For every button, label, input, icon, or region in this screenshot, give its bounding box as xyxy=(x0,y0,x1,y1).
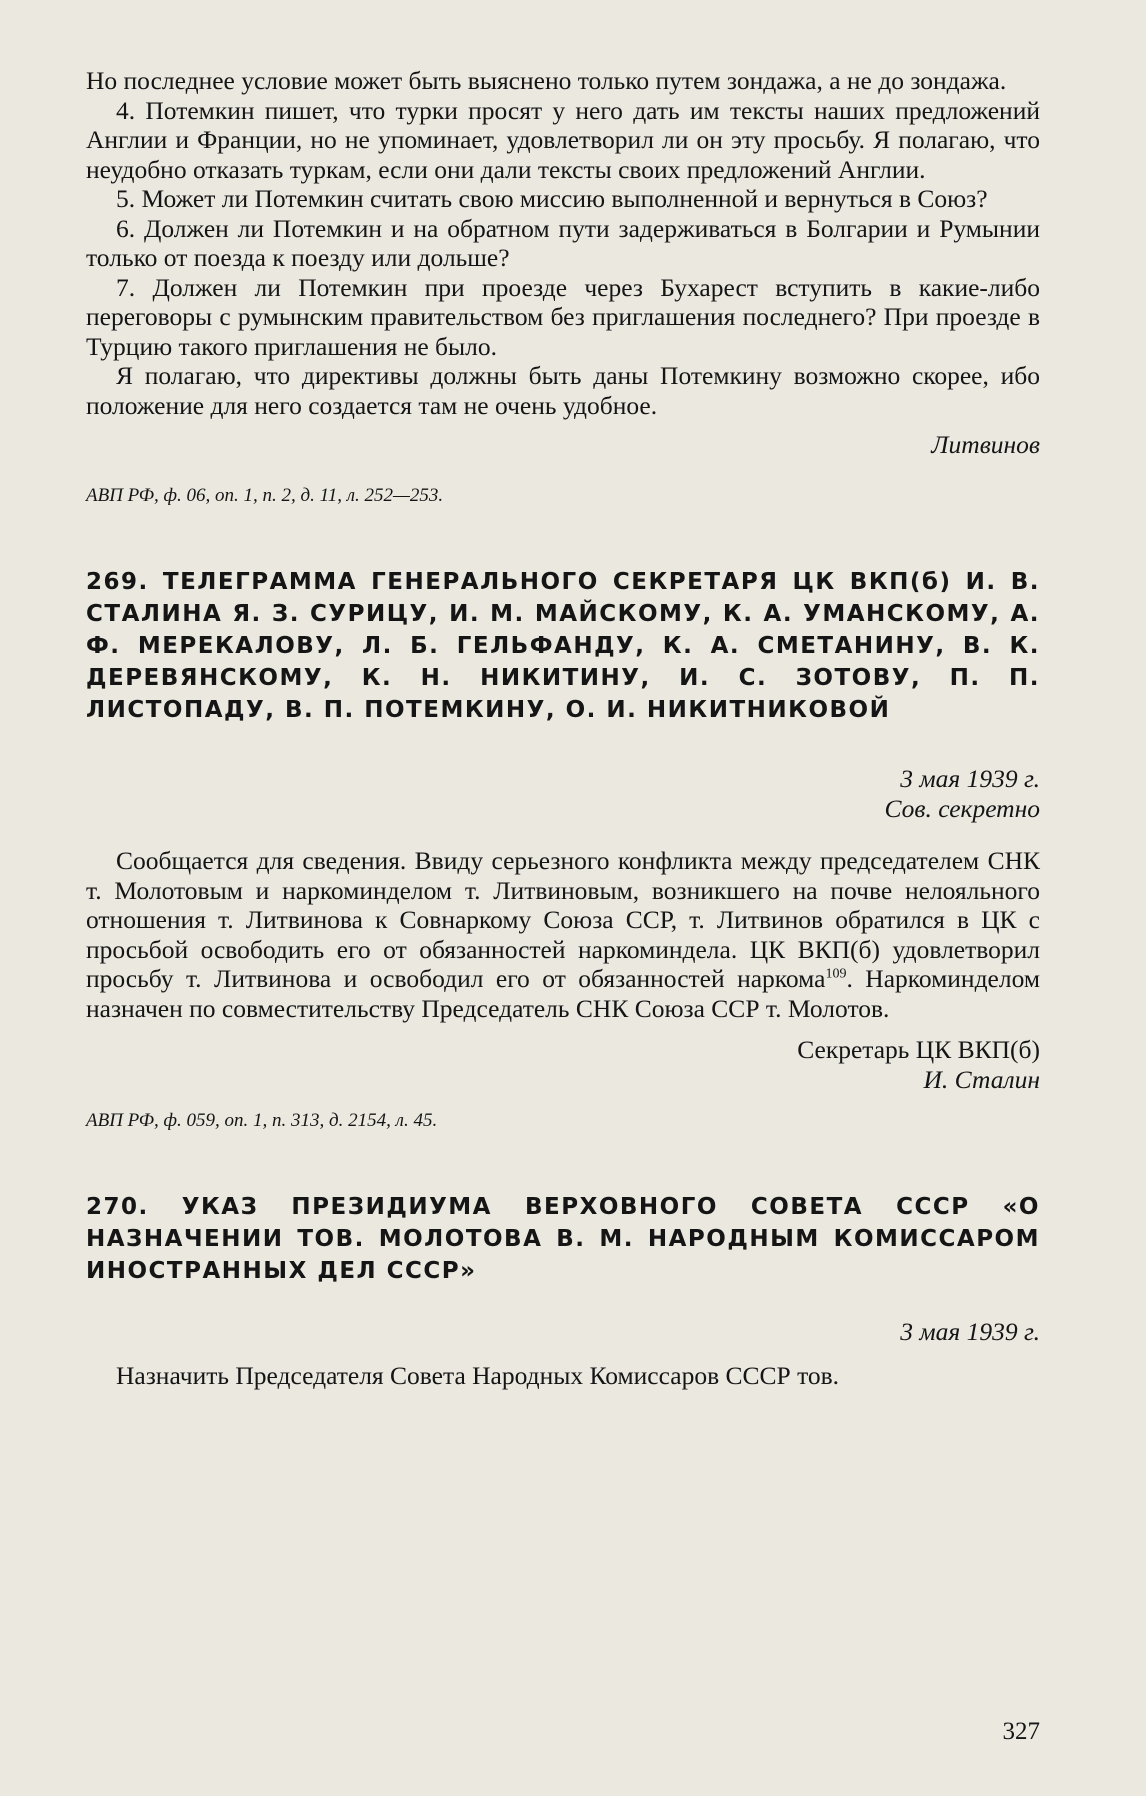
document-270-heading: 270. УКАЗ ПРЕЗИДИУМА ВЕРХОВНОГО СОВЕТА СССР «О НАЗНАЧЕНИИ ТОВ. МОЛОТОВА В. М. НАРОДНЫМ КОМИССАРОМ ИНОСТРАННЫХ ДЕЛ СССР» xyxy=(86,1194,1040,1284)
archive-source-2: АВП РФ, ф. 059, оп. 1, п. 313, д. 2154, л. 45. xyxy=(86,1110,438,1131)
document-269-body-text: Сообщается для сведения. Ввиду серьезного конфликта между председателем СНК т. Молотовым и наркоминделом т. Литвиновым, возникшего на почве нелояльного отношения т. Литвинова к Совнаркому Союза ССР, т. Литвинов обратился в ЦК с просьбой освободить его от обязанностей наркоминдела. ЦК ВКП(б) удовлетворил просьбу т. Литвинова и освободил его от обязанностей наркома xyxy=(86,846,1040,993)
paragraph-item-4: 4. Потемкин пишет, что турки просят у него дать им тексты наших предложений Англии и Франции, но не упоминает, удовлетворил ли он эту просьбу. Я полагаю, что неудобно отказать туркам, если они дали тексты своих предложений Англии. xyxy=(86,95,1040,184)
page-content xyxy=(86,66,1040,1391)
signer-title: Секретарь ЦК ВКП(б) xyxy=(797,1035,1040,1064)
page-number: 327 xyxy=(1002,1718,1040,1745)
paragraph-probe-condition: Но последнее условие может быть выяснено только путем зондажа, а не до зондажа. xyxy=(86,66,1007,95)
signature-litvinov: Литвинов xyxy=(931,430,1040,459)
paragraph-item-5: 5. Может ли Потемкин считать свою миссию выполненной и вернуться в Союз? xyxy=(116,184,988,213)
signer-name: И. Сталин xyxy=(923,1065,1040,1094)
document-270-body: Назначить Председателя Совета Народных Комиссаров СССР тов. xyxy=(116,1361,840,1390)
paragraph-item-7: 7. Должен ли Потемкин при проезде через Бухарест вступить в какие-либо переговоры с румынским правительством без приглашения последнего? При проезде в Турцию такого приглашения не было. xyxy=(86,272,1040,361)
document-269-date: 3 мая 1939 г. xyxy=(900,764,1040,793)
document-270-date: 3 мая 1939 г. xyxy=(900,1317,1040,1346)
document-269-heading: 269. ТЕЛЕГРАММА ГЕНЕРАЛЬНОГО СЕКРЕТАРЯ ЦК ВКП(б) И. В. СТАЛИНА Я. З. СУРИЦУ, И. М. МАЙСКОМУ, К. А. УМАНСКОМУ, А. Ф. МЕРЕКАЛОВУ, Л. Б. ГЕЛЬФАНДУ, К. А. СМЕТАНИНУ, В. К. ДЕРЕВЯНСКОМУ, К. Н. НИКИТИНУ, И. С. ЗОТОВУ, П. П. ЛИСТОПАДУ, В. П. ПОТЕМКИНУ, О. И. НИКИТНИКОВОЙ xyxy=(86,569,1040,723)
paragraph-conclusion: Я полагаю, что директивы должны быть даны Потемкину возможно скорее, ибо положение для него создается там не очень удобное. xyxy=(86,361,1040,420)
footnote-ref-109[interactable]: 109 xyxy=(825,966,847,982)
paragraph-item-6: 6. Должен ли Потемкин и на обратном пути задерживаться в Болгарии и Румынии только от поезда к поезду или дольше? xyxy=(86,213,1040,272)
document-269-body xyxy=(86,846,1040,1023)
archive-source-1: АВП РФ, ф. 06, оп. 1, п. 2, д. 11, л. 252—253. xyxy=(86,485,444,506)
document-269-body-text-end: . Наркоминделом назначен по совместительству Председатель СНК Союза ССР т. Молотов. xyxy=(86,964,1040,1023)
document-269-classification: Сов. секретно xyxy=(884,794,1040,823)
